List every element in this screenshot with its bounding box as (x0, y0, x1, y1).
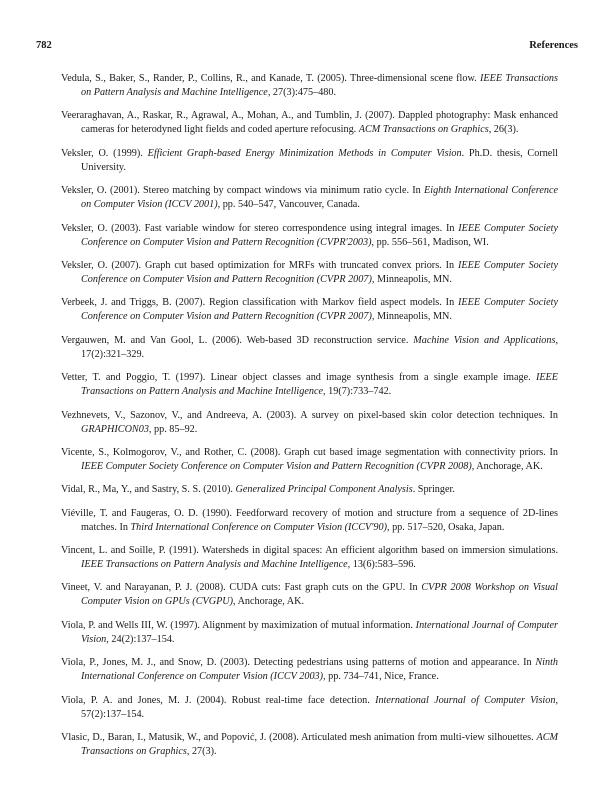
reference-entry (61, 259, 558, 287)
reference-text: Viola, P. A. and Jones, M. J. (2004). Robust real-time face detection. (61, 694, 376, 706)
page-number: 782 (36, 40, 52, 51)
reference-entry (61, 147, 558, 175)
reference-text: Vezhnevets, V., Sazonov, V., and Andreeva, A. (2003). A survey on pixel-based skin color detection techniques. In (61, 409, 558, 421)
reference-text: Vincent, L. and Soille, P. (1991). Watersheds in digital spaces: An efficient algorithm based on immersion simulations. (61, 545, 558, 557)
reference-text: , Anchorage, AK. (233, 596, 305, 608)
reference-text: Vidal, R., Ma, Y., and Sastry, S. S. (2010). (61, 484, 236, 496)
reference-entry (61, 184, 558, 212)
reference-venue: ACM Transactions on Graphics (81, 732, 558, 758)
reference-entry (61, 544, 558, 572)
reference-venue: Efficient Graph-based Energy Minimization Methods in Computer Vision (147, 147, 462, 159)
reference-text: Vineet, V. and Narayanan, P. J. (2008). CUDA cuts: Fast graph cuts on the GPU. In (61, 582, 422, 594)
reference-text: Vlasic, D., Baran, I., Matusik, W., and Popović, J. (2008). Articulated mesh animation from multi-view silhouettes. (61, 732, 537, 744)
reference-entry (61, 446, 558, 474)
reference-text: , Minneapolis, MN. (371, 273, 452, 285)
running-title: References (529, 40, 578, 51)
reference-text: , pp. 85–92. (148, 423, 198, 435)
reference-venue: IEEE Transactions on Pattern Analysis and Machine Intelligence (81, 559, 348, 571)
reference-entry (61, 731, 558, 759)
reference-entry (61, 409, 558, 437)
reference-text: , pp. 556–561, Madison, WI. (371, 236, 489, 248)
reference-text: , 27(3):475–480. (267, 87, 337, 98)
reference-venue: CVPR 2008 Workshop on Visual Computer Vision on GPUs (CVGPU) (81, 582, 558, 608)
reference-text: , 57(2):137–154. (81, 694, 558, 720)
reference-text: Vicente, S., Kolmogorov, V., and Rother, C. (2008). Graph cut based image segmentation with connectivity priors. In (61, 446, 558, 458)
reference-text: , 26(3). (488, 124, 519, 136)
reference-text: , pp. 540–547, Vancouver, Canada. (217, 199, 360, 211)
reference-text: Vetter, T. and Poggio, T. (1997). Linear object classes and image synthesis from a single example image. (61, 372, 536, 384)
reference-text: Veksler, O. (2001). Stereo matching by compact windows via minimum ratio cycle. In (61, 185, 425, 197)
reference-entry (61, 371, 558, 399)
reference-entry (61, 334, 558, 362)
reference-venue: IEEE Transactions on Pattern Analysis and Machine Intelligence (81, 372, 558, 398)
reference-text: , pp. 517–520, Osaka, Japan. (386, 521, 505, 533)
reference-entry (61, 222, 558, 250)
reference-text: Vedula, S., Baker, S., Rander, P., Collins, R., and Kanade, T. (2005). Three-dimensional scene flow. (61, 73, 480, 84)
reference-list (61, 72, 558, 768)
reference-text: , 27(3). (186, 746, 217, 758)
reference-venue: Third International Conference on Computer Vision (ICCV'90) (130, 521, 387, 533)
reference-text: Veksler, O. (2003). Fast variable window for stereo correspondence using integral images. In (61, 222, 459, 234)
reference-text: Veksler, O. (1999). (61, 147, 148, 159)
reference-text: Viola, P. and Wells III, W. (1997). Alignment by maximization of mutual information. (61, 619, 416, 631)
reference-text: , Anchorage, AK. (471, 460, 543, 472)
reference-entry (61, 296, 558, 324)
reference-venue: IEEE Transactions on Pattern Analysis and Machine Intelligence (81, 73, 558, 98)
reference-text: Viola, P., Jones, M. J., and Snow, D. (2003). Detecting pedestrians using patterns of motion and appearance. In (61, 657, 536, 669)
reference-entry (61, 619, 558, 647)
running-header (36, 40, 578, 56)
reference-text: , 24(2):137–154. (106, 633, 175, 645)
reference-text: Veeraraghavan, A., Raskar, R., Agrawal, A., Mohan, A., and Tumblin, J. (2007). Dappled photography: Mask enhanced cameras for heterodyned light fields and coded aperture refocusing. (61, 110, 558, 136)
reference-text: Veksler, O. (2007). Graph cut based optimization for MRFs with truncated convex priors. In (61, 259, 458, 271)
reference-text: . Springer. (412, 484, 455, 496)
reference-venue: IEEE Computer Society Conference on Computer Vision and Pattern Recognition (CVPR'2003) (81, 222, 558, 248)
reference-venue: GRAPHICON03 (81, 423, 149, 435)
reference-venue: Generalized Principal Component Analysis (235, 484, 413, 496)
reference-entry (61, 656, 558, 684)
reference-text: Verbeek, J. and Triggs, B. (2007). Region classification with Markov field aspect models. In (61, 297, 459, 309)
reference-venue: IEEE Computer Society Conference on Computer Vision and Pattern Recognition (CVPR 2007) (81, 297, 558, 323)
reference-text: Viéville, T. and Faugeras, O. D. (1990). Feedforward recovery of motion and structure from a sequence of 2D-lines matches. In (61, 507, 558, 533)
reference-text: , 19(7):733–742. (323, 386, 392, 398)
reference-entry (61, 72, 558, 100)
reference-venue: IEEE Computer Society Conference on Computer Vision and Pattern Recognition (CVPR 2008) (81, 460, 472, 472)
reference-text: . Ph.D. thesis, Cornell University. (81, 147, 558, 173)
reference-text: , 13(6):583–596. (347, 559, 416, 571)
reference-entry (61, 581, 558, 609)
reference-entry (61, 483, 558, 497)
reference-text: , Minneapolis, MN. (371, 311, 452, 323)
reference-entry (61, 109, 558, 137)
reference-venue: ACM Transactions on Graphics (358, 124, 489, 136)
reference-text: , 17(2):321–329. (81, 334, 558, 360)
reference-venue: International Journal of Computer Vision (81, 619, 558, 645)
reference-text: , pp. 734–741, Nice, France. (323, 671, 439, 683)
reference-venue: International Journal of Computer Vision (375, 694, 556, 706)
reference-venue: Machine Vision and Applications (413, 334, 556, 346)
reference-entry (61, 694, 558, 722)
reference-venue: Ninth International Conference on Computer Vision (ICCV 2003) (81, 657, 558, 683)
reference-entry (61, 507, 558, 535)
reference-venue: Eighth International Conference on Computer Vision (ICCV 2001) (81, 185, 558, 211)
reference-text: Vergauwen, M. and Van Gool, L. (2006). Web-based 3D reconstruction service. (61, 334, 414, 346)
reference-venue: IEEE Computer Society Conference on Computer Vision and Pattern Recognition (CVPR 2007) (81, 259, 558, 285)
